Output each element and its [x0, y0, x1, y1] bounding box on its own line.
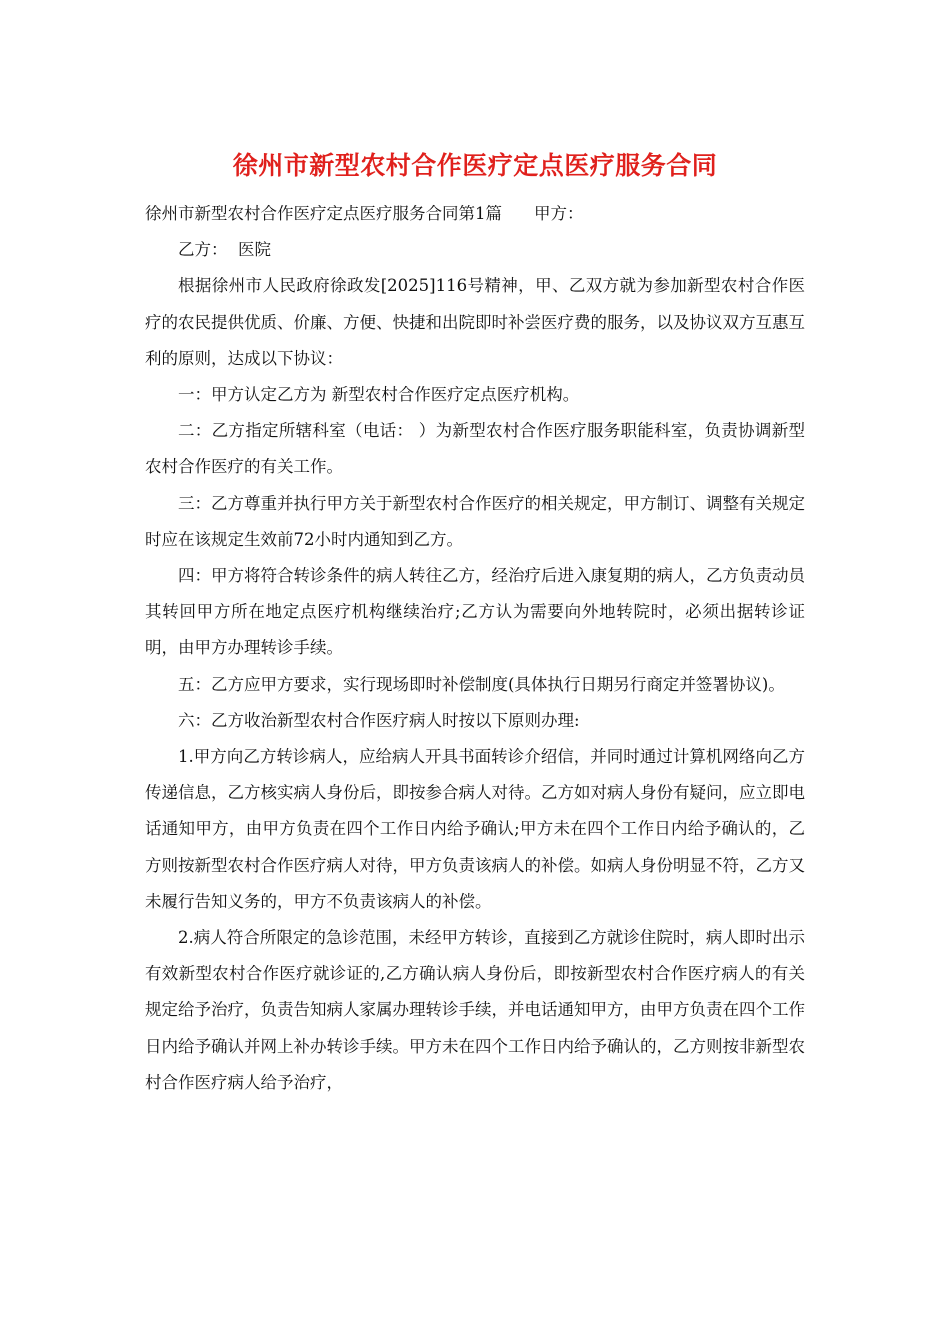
clause-3: 三：乙方尊重并执行甲方关于新型农村合作医疗的相关规定，甲方制订、调整有关规定时应在该规定生效前72小时内通知到乙方。: [145, 493, 805, 549]
document-body: [145, 196, 805, 1101]
party-b-line: 乙方： 医院: [178, 240, 271, 260]
paragraph-preamble: 根据徐州市人民政府徐政发[2025]116号精神，甲、乙双方就为参加新型农村合作医疗的农民提供优质、价廉、方便、快捷和出院即时补尝医疗费的服务，以及协议双方互惠互利的原则，达成以下协议：: [145, 276, 805, 368]
clause-6-item-2: 2.病人符合所限定的急诊范围，未经甲方转诊，直接到乙方就诊住院时，病人即时出示有效新型农村合作医疗就诊证的,乙方确认病人身份后，即按新型农村合作医疗病人的有关规定给予治疗，负责告知病人家属办理转诊手续，并电话通知甲方，由甲方负责在四个工作日内给予确认并网上补办转诊手续。甲方未在四个工作日内给予确认的，乙方则按非新型农村合作医疗病人给予治疗，: [145, 928, 805, 1092]
clause-1: 一：甲方认定乙方为 新型农村合作医疗定点医疗机构。: [178, 385, 580, 405]
clause-4: 四：甲方将符合转诊条件的病人转往乙方，经治疗后进入康复期的病人，乙方负责动员其转回甲方所在地定点医疗机构继续治疗;乙方认为需要向外地转院时，必须出据转诊证明，由甲方办理转诊手续。: [145, 566, 805, 658]
clause-2: 二：乙方指定所辖科室（电话： ）为新型农村合作医疗服务职能科室，负责协调新型农村合作医疗的有关工作。: [145, 421, 805, 477]
heading-text: 徐州市新型农村合作医疗定点医疗服务合同第1篇: [145, 204, 502, 223]
clause-6: 六：乙方收治新型农村合作医疗病人时按以下原则办理:: [178, 710, 580, 730]
party-a-label: 甲方：: [534, 204, 584, 223]
heading-line: [145, 196, 805, 232]
clause-6-item-1: 1.甲方向乙方转诊病人，应给病人开具书面转诊介绍信，并同时通过计算机网络向乙方传递信息，乙方核实病人身份后，即按参合病人对待。乙方如对病人身份有疑问，应立即电话通知甲方，由甲方负责在四个工作日内给予确认;甲方未在四个工作日内给予确认的，乙方则按新型农村合作医疗病人对待，甲方负责该病人的补偿。如病人身份明显不符，乙方又未履行告知义务的，甲方不负责该病人的补偿。: [145, 747, 805, 911]
document-title: 徐州市新型农村合作医疗定点医疗服务合同: [232, 151, 718, 180]
clause-5: 五：乙方应甲方要求，实行现场即时补偿制度(具体执行日期另行商定并签署协议)。: [178, 674, 785, 694]
